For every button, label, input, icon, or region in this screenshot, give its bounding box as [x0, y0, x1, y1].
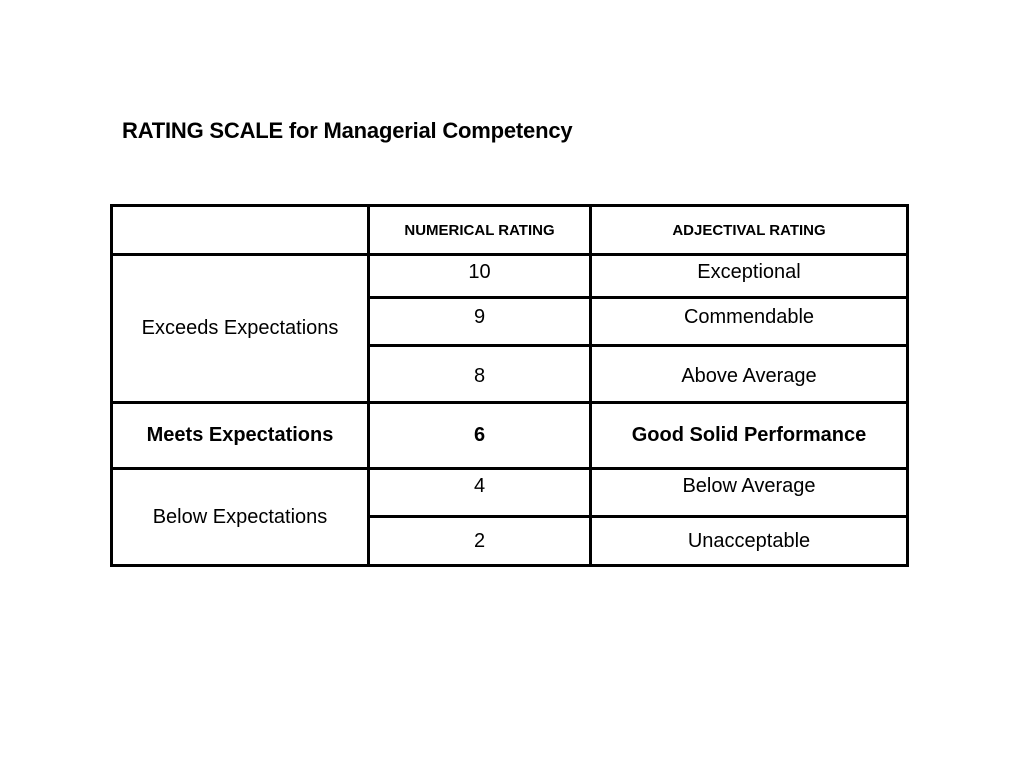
numerical-rating-value: 9: [473, 306, 486, 328]
adjectival-rating-value: Commendable: [683, 306, 815, 328]
header-cell-numerical-rating: NUMERICAL RATING: [369, 206, 591, 255]
numerical-rating-cell: [369, 298, 591, 346]
table-row: [112, 255, 908, 298]
table-header-row: [112, 206, 908, 255]
adjectival-rating-value: Below Average: [682, 475, 816, 497]
numerical-rating-cell: [369, 346, 591, 403]
numerical-rating-cell: [369, 403, 591, 469]
adjectival-rating-cell: [591, 517, 908, 566]
category-exceeds-expectations: Exceeds Expectations: [112, 255, 369, 403]
numerical-rating-value: 10: [468, 260, 491, 283]
category-below-expectations: Below Expectations: [112, 469, 369, 566]
numerical-rating-value: 8: [473, 364, 486, 387]
adjectival-rating-value: Above Average: [681, 364, 817, 387]
header-cell-adjectival-rating: ADJECTIVAL RATING: [591, 206, 908, 255]
adjectival-rating-cell: [591, 403, 908, 469]
adjectival-rating-cell: [591, 298, 908, 346]
adjectival-rating-value: Exceptional: [697, 260, 801, 283]
table-row: [112, 469, 908, 517]
numerical-rating-cell: [369, 255, 591, 298]
numerical-rating-value: 6: [473, 424, 486, 446]
numerical-rating-cell: [369, 517, 591, 566]
rating-scale-table: [110, 204, 909, 567]
slide-title: RATING SCALE for Managerial Competency: [122, 118, 573, 143]
table-row: [112, 403, 908, 469]
adjectival-rating-cell: [591, 255, 908, 298]
numerical-rating-value: 2: [473, 529, 486, 552]
adjectival-rating-value: Good Solid Performance: [631, 424, 867, 446]
adjectival-rating-cell: [591, 469, 908, 517]
adjectival-rating-cell: [591, 346, 908, 403]
numerical-rating-value: 4: [473, 475, 486, 497]
header-cell-blank: [112, 206, 369, 255]
category-meets-expectations: Meets Expectations: [112, 403, 369, 469]
numerical-rating-cell: [369, 469, 591, 517]
adjectival-rating-value: Unacceptable: [687, 529, 811, 552]
